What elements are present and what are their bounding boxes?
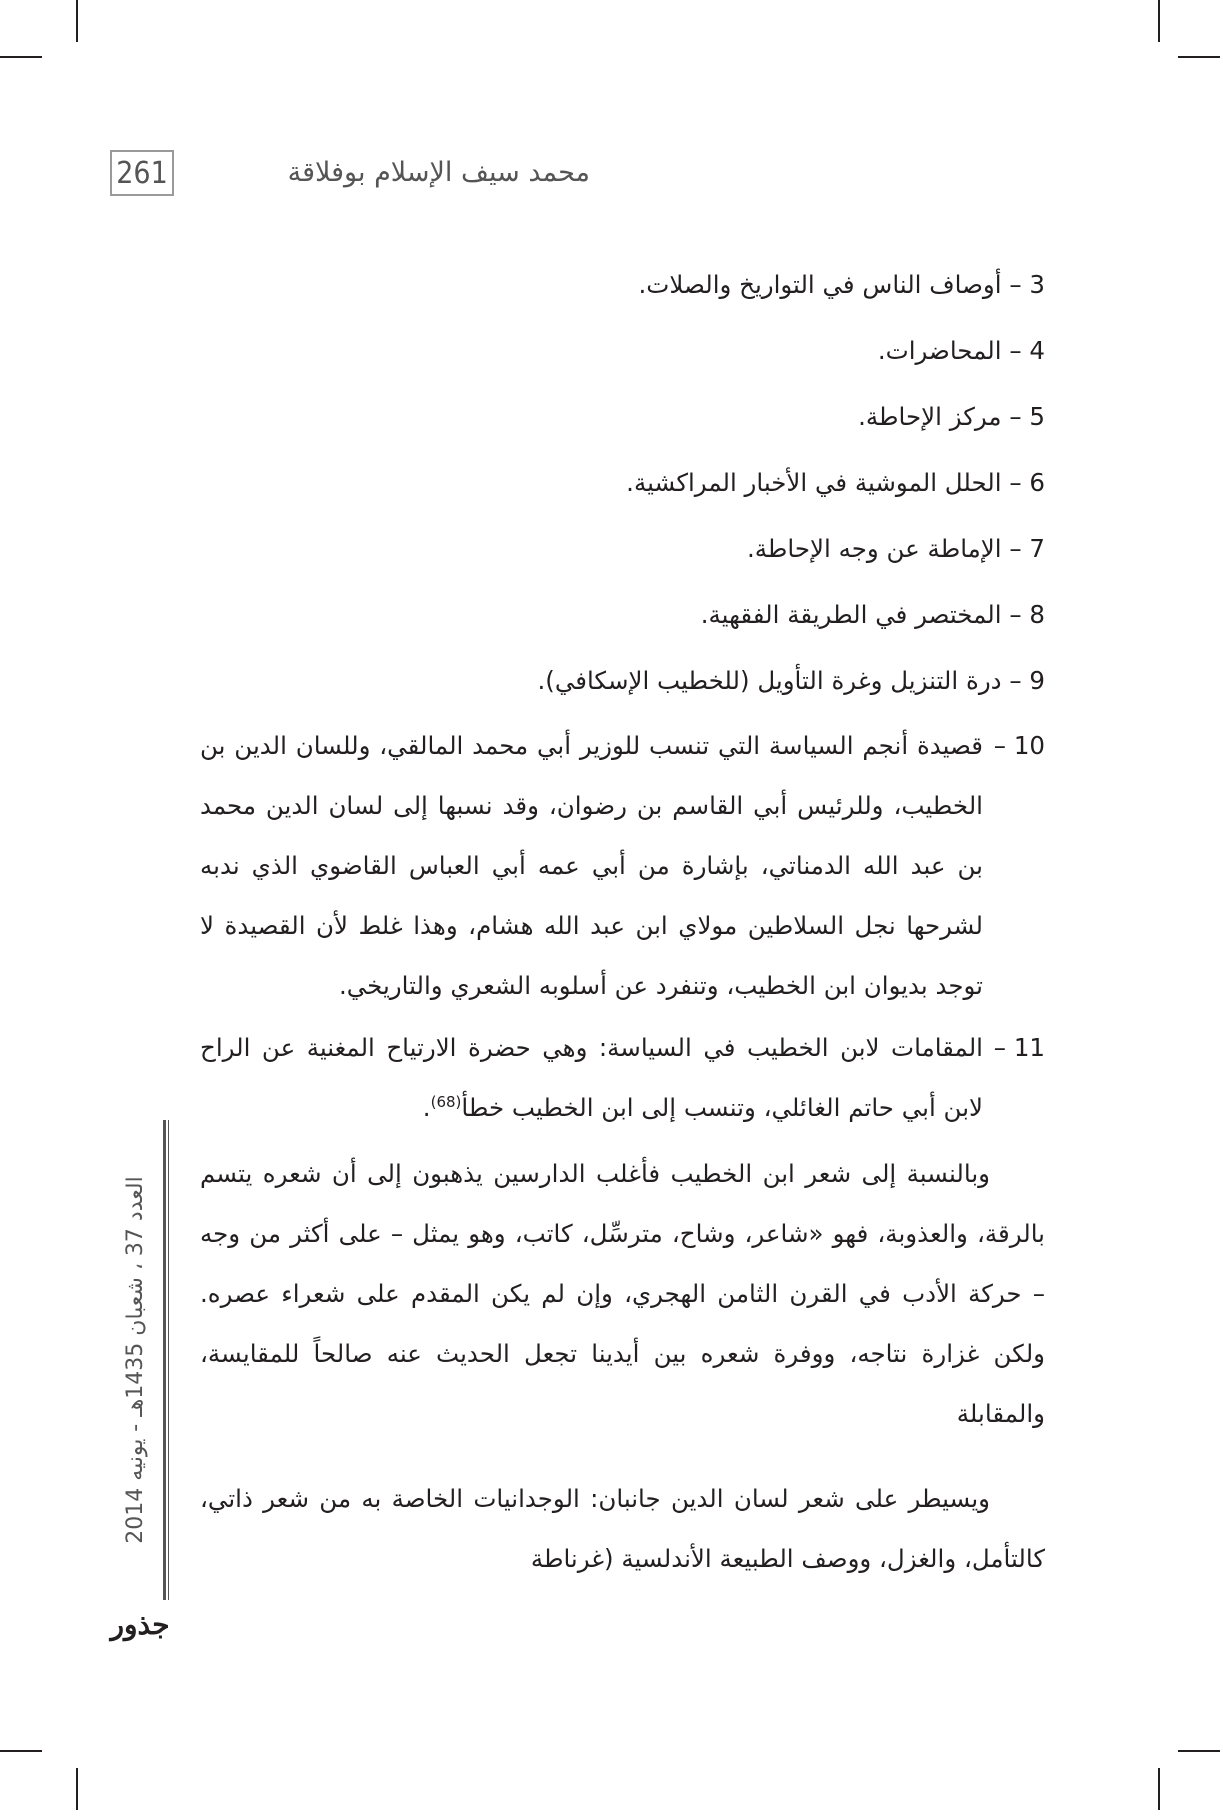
list-number: 3 – <box>1009 270 1045 299</box>
list-number: 4 – <box>1009 336 1045 365</box>
list-number: 5 – <box>1009 402 1045 431</box>
list-item <box>200 648 1045 714</box>
crop-mark <box>1178 1750 1220 1752</box>
footnote-reference[interactable]: (68) <box>430 1092 462 1111</box>
list-text-end: . <box>422 1093 431 1122</box>
crop-mark <box>0 1750 42 1752</box>
list-item <box>200 516 1045 582</box>
list-text <box>200 1018 983 1138</box>
list-item <box>200 384 1045 450</box>
list-text: أوصاف الناس في التواريخ والصلات. <box>638 270 1002 299</box>
list-number: 10 – <box>993 731 1045 760</box>
list-text: درة التنزيل وغرة التأويل (للخطيب الإسكافي). <box>537 666 1002 695</box>
crop-mark <box>76 1768 78 1810</box>
list-item-10 <box>200 716 1045 1016</box>
spine-divider <box>163 1120 166 1600</box>
list-number: 9 – <box>1009 666 1045 695</box>
list-item <box>200 450 1045 516</box>
issue-info-vertical: العدد 37 ، شعبان 1435هـ - يونيه 2014 <box>123 1176 148 1544</box>
body-paragraph: ويسيطر على شعر لسان الدين جانبان: الوجدانيات الخاصة به من شعر ذاتي، كالتأمل، والغزل، ووصف الطبيعة الأندلسية (غرناطة <box>200 1483 1045 1573</box>
list-text: الحلل الموشية في الأخبار المراكشية. <box>626 468 1002 497</box>
list-text: الإماطة عن وجه الإحاطة. <box>747 534 1002 563</box>
crop-mark <box>1158 1768 1160 1810</box>
page-body <box>200 252 1045 1613</box>
running-header-author: محمد سيف الإسلام بوفلاقة <box>287 157 590 188</box>
crop-mark <box>1158 0 1160 42</box>
list-text: قصيدة أنجم السياسة التي تنسب للوزير أبي محمد المالقي، وللسان الدين بن الخطيب، وللرئيس أبي القاسم بن رضوان، وقد نسبها إلى لسان الدين محمد بن عبد الله الدمناتي، بإشارة من أبي عمه أبي العباس القاضوي الذي ندبه لشرحها نجل السلاطين مولاي ابن عبد الله هشام، وهذا غلط لأن القصيدة لا توجد بديوان ابن الخطيب، وتنفرد عن أسلوبه الشعري والتاريخي. <box>200 731 983 1000</box>
crop-mark <box>76 0 78 42</box>
list-text: المحاضرات. <box>877 336 1002 365</box>
list-item <box>200 582 1045 648</box>
list-text: مركز الإحاطة. <box>858 402 1002 431</box>
crop-mark <box>1178 56 1220 58</box>
spine-divider <box>168 1120 169 1600</box>
body-paragraph: وبالنسبة إلى شعر ابن الخطيب فأغلب الدارسين يذهبون إلى أن شعره يتسم بالرقة، والعذوبة، فهو «شاعر، وشاح، مترسِّل، كاتب، وهو يمثل – على أكثر من وجه – حركة الأدب في القرن الثامن الهجري، وإن لم يكن المقدم على شعراء عصره. ولكن غزارة نتاجه، ووفرة شعره بين أيدينا تجعل الحديث عنه صالحاً للمقايسة، والمقابلة <box>200 1159 1045 1428</box>
list-item <box>200 252 1045 318</box>
list-text-body: المقامات لابن الخطيب في السياسة: وهي حضرة الارتياح المغنية عن الراح لابن أبي حاتم الغائلي، وتنسب إلى ابن الخطيب خطأ <box>200 1033 983 1122</box>
list-item <box>200 318 1045 384</box>
list-number: 6 – <box>1009 468 1045 497</box>
list-number: 11 – <box>993 1033 1045 1062</box>
journal-logo: جذور <box>110 1608 170 1641</box>
list-number: 8 – <box>1009 600 1045 629</box>
list-text: المختصر في الطريقة الفقهية. <box>700 600 1002 629</box>
page-number: 261 <box>110 150 174 196</box>
crop-mark <box>0 56 42 58</box>
list-item-11 <box>200 1018 1045 1138</box>
list-number: 7 – <box>1009 534 1045 563</box>
